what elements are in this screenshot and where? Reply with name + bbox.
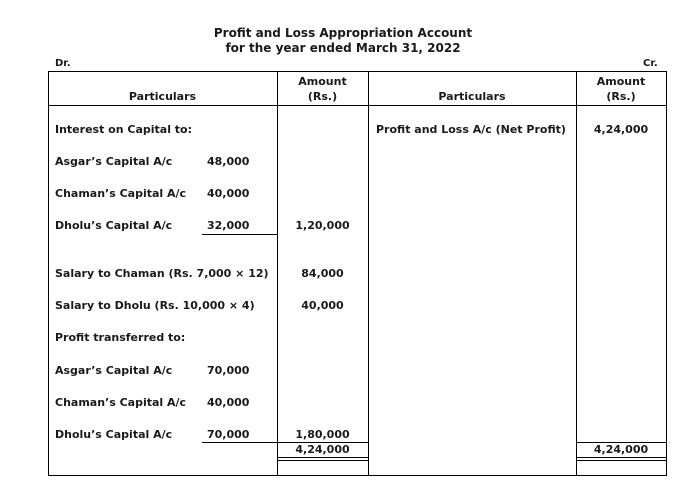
- profit-item-label: Asgar’s Capital A/c: [55, 364, 173, 377]
- cr-label: Cr.: [643, 58, 658, 69]
- profit-heading: Profit transferred to:: [55, 331, 186, 344]
- interest-item-label: Asgar’s Capital A/c: [55, 155, 173, 168]
- debit-grand-total: 4,24,000: [295, 443, 350, 456]
- profit-item-label: Chaman’s Capital A/c: [55, 396, 187, 409]
- header-particulars-dr: Particulars: [128, 90, 197, 103]
- header-amount-dr-unit: (Rs.): [307, 90, 338, 103]
- interest-total: 1,20,000: [295, 219, 350, 232]
- interest-item-value: 32,000: [207, 219, 250, 232]
- credit-item-amount: 4,24,000: [593, 123, 649, 136]
- salary-dholu-label: Salary to Dholu (Rs. 10,000 × 4): [55, 299, 255, 312]
- header-amount-cr-unit: (Rs.): [606, 90, 636, 103]
- profit-item-value: 40,000: [207, 396, 250, 409]
- salary-chaman-label: Salary to Chaman (Rs. 7,000 × 12): [55, 267, 269, 280]
- profit-total: 1,80,000: [295, 428, 350, 441]
- profit-item-value: 70,000: [207, 364, 250, 377]
- salary-chaman-amount: 84,000: [301, 267, 344, 280]
- account-title: Profit and Loss Appropriation Account: [213, 26, 473, 40]
- interest-item-label: Chaman’s Capital A/c: [55, 187, 187, 200]
- header-amount-cr: Amount: [596, 75, 646, 88]
- credit-grand-total: 4,24,000: [593, 443, 649, 456]
- profit-item-label: Dholu’s Capital A/c: [55, 428, 173, 441]
- interest-item-label: Dholu’s Capital A/c: [55, 219, 173, 232]
- profit-item-value: 70,000: [207, 428, 250, 441]
- interest-item-value: 40,000: [207, 187, 250, 200]
- header-amount-dr: Amount: [298, 75, 347, 88]
- dr-label: Dr.: [55, 58, 71, 69]
- credit-item-label: Profit and Loss A/c (Net Profit): [376, 123, 566, 136]
- account-subtitle: for the year ended March 31, 2022: [225, 41, 461, 55]
- header-particulars-cr: Particulars: [438, 90, 506, 103]
- interest-item-value: 48,000: [207, 155, 250, 168]
- salary-dholu-amount: 40,000: [301, 299, 344, 312]
- interest-heading: Interest on Capital to:: [55, 123, 193, 136]
